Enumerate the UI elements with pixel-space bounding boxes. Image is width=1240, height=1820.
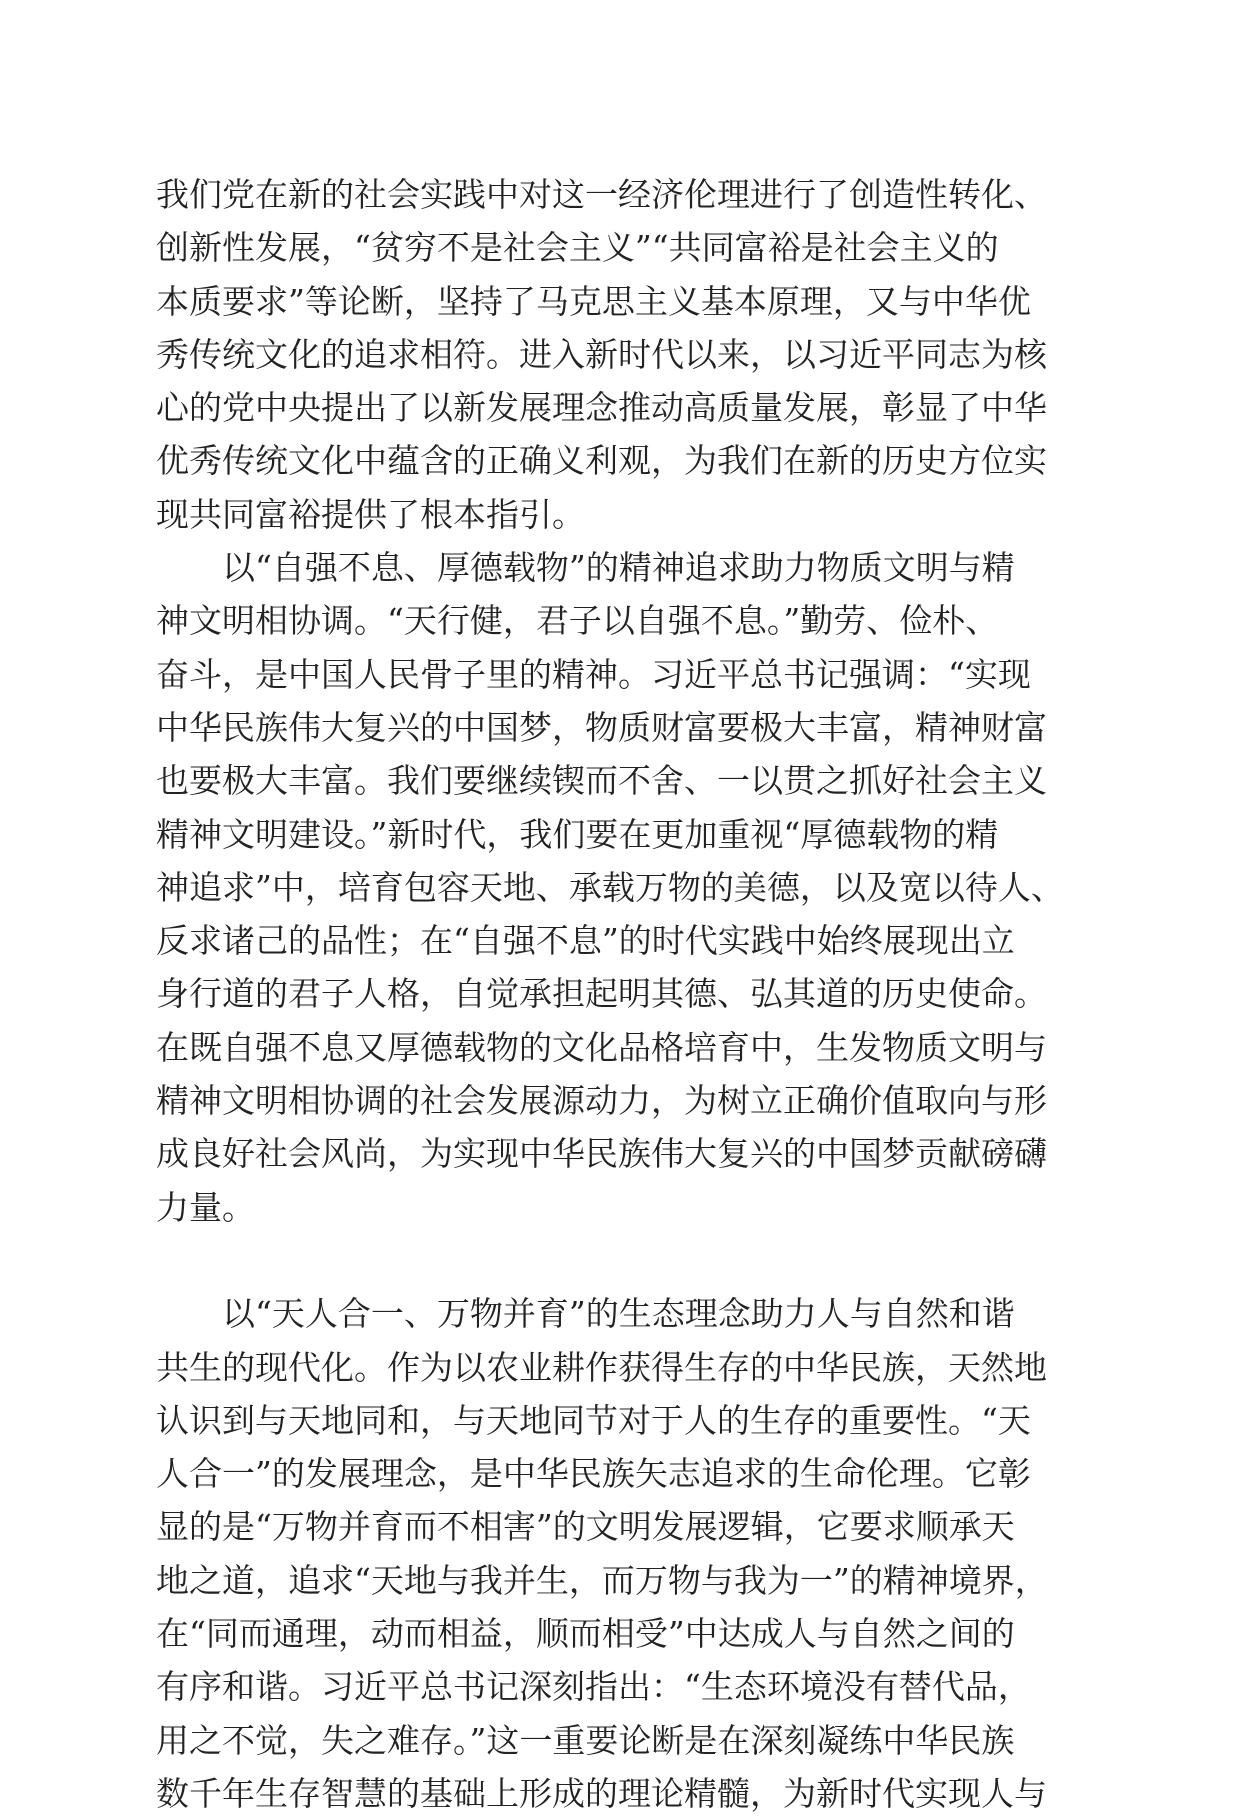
text-line: 精神文明建设。”新时代，我们要在更加重视“厚德载物的精 xyxy=(156,814,999,854)
text-line xyxy=(156,1234,1096,1287)
text-line: 显的是“万物并育而不相害”的文明发展逻辑，它要求顺承天 xyxy=(156,1507,1015,1547)
text-line-first: 以“自强不息、厚德载物”的精神追求助力物质文明与精 xyxy=(222,548,1015,588)
text-line: 数千年生存智慧的基础上形成的理论精髓，为新时代实现人与 xyxy=(156,1773,1047,1813)
text-line: 身行道的君子人格，自觉承担起明其德、弘其道的历史使命。 xyxy=(156,974,1047,1014)
text-line: 有序和谐。习近平总书记深刻指出：“生态环境没有替代品， xyxy=(156,1667,1031,1707)
body-text xyxy=(156,168,1096,1820)
text-line: 人合一”的发展理念，是中华民族矢志追求的生命伦理。它彰 xyxy=(156,1454,1031,1494)
text-line: 反求诸己的品性；在“自强不息”的时代实践中始终展现出立 xyxy=(156,921,1015,961)
paragraph-2 xyxy=(156,541,1096,1287)
text-line: 共生的现代化。作为以农业耕作获得生存的中华民族，天然地 xyxy=(156,1347,1047,1387)
text-line: 在既自强不息又厚德载物的文化品格培育中，生发物质文明与 xyxy=(156,1027,1047,1067)
text-line-first: 以“天人合一、万物并育”的生态理念助力人与自然和谐 xyxy=(222,1294,1015,1334)
text-line: 用之不觉，失之难存。”这一重要论断是在深刻凝练中华民族 xyxy=(156,1720,1015,1760)
text-line: 成良好社会风尚，为实现中华民族伟大复兴的中国梦贡献磅礴 xyxy=(156,1134,1047,1174)
text-line: 也要极大丰富。我们要继续锲而不舍、一以贯之抓好社会主义 xyxy=(156,761,1047,801)
text-line: 心的党中央提出了以新发展理念推动高质量发展，彰显了中华 xyxy=(156,388,1047,428)
text-line: 现共同富裕提供了根本指引。 xyxy=(156,494,585,534)
text-line: 奋斗，是中国人民骨子里的精神。习近平总书记强调：“实现 xyxy=(156,654,1031,694)
paragraph-1 xyxy=(156,168,1096,541)
text-line: 在“同而通理，动而相益，顺而相受”中达成人与自然之间的 xyxy=(156,1614,1015,1654)
text-line: 本质要求”等论断，坚持了马克思主义基本原理，又与中华优 xyxy=(156,281,1031,321)
text-line: 中华民族伟大复兴的中国梦，物质财富要极大丰富，精神财富 xyxy=(156,707,1047,747)
text-line: 我们党在新的社会实践中对这一经济伦理进行了创造性转化、 xyxy=(156,175,1047,214)
text-line: 神文明相协调。“天行健，君子以自强不息。”勤劳、俭朴、 xyxy=(156,601,999,641)
text-line: 地之道，追求“天地与我并生，而万物与我为一”的精神境界， xyxy=(156,1560,1048,1600)
text-line: 力量。 xyxy=(156,1187,255,1227)
text-line: 创新性发展，“贫穷不是社会主义”“共同富裕是社会主义的 xyxy=(156,228,999,268)
text-line: 精神文明相协调的社会发展源动力，为树立正确价值取向与形 xyxy=(156,1081,1047,1121)
text-line: 优秀传统文化中蕴含的正确义利观，为我们在新的历史方位实 xyxy=(156,441,1047,481)
text-line: 神追求”中，培育包容天地、承载万物的美德，以及宽以待人、 xyxy=(156,867,1064,907)
text-line: 认识到与天地同和，与天地同节对于人的生存的重要性。“天 xyxy=(156,1400,1031,1440)
text-line: 秀传统文化的追求相符。进入新时代以来，以习近平同志为核 xyxy=(156,334,1047,374)
paragraph-3 xyxy=(156,1287,1096,1820)
